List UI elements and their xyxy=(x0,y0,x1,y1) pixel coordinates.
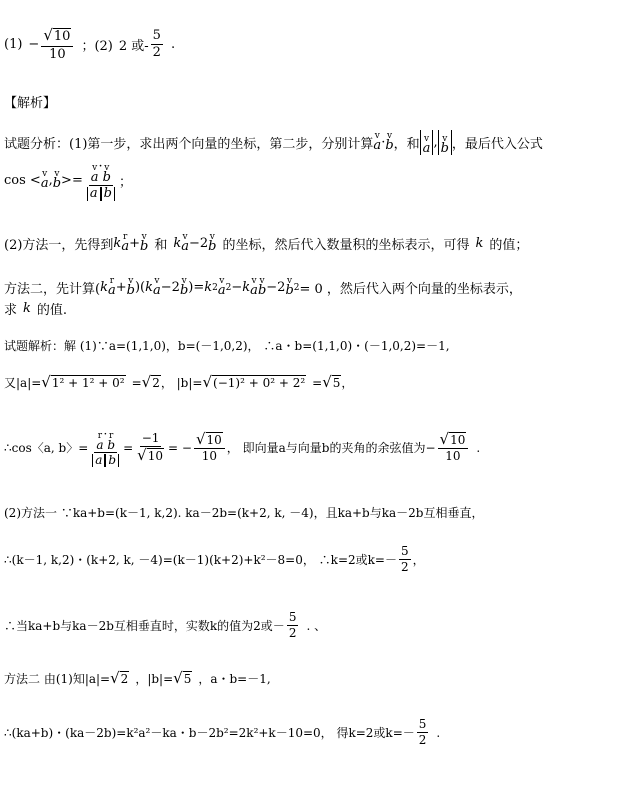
analysis-text-3d: = 0 ，然后代入两个向量的坐标表示， xyxy=(299,282,522,297)
sol3-eq: = − xyxy=(168,440,192,455)
sol2-b: = xyxy=(131,375,142,390)
answer-fraction-2 xyxy=(151,29,163,61)
sol2-e: = xyxy=(312,375,323,390)
analysis-text-2d: 的值； xyxy=(489,238,529,253)
sol3-frac-result: √ 10 10 xyxy=(194,432,225,464)
sol3-den3: 10 xyxy=(445,449,461,464)
sol5-num: 5 xyxy=(399,545,411,560)
analysis-line-2: (2)方法一，先得到 k r a + v b 和 k v a −2 v b 的坐标，然后代入数量积的坐标表示，可得 k 的值； xyxy=(4,232,529,255)
analysis-text-3b: )( xyxy=(134,280,146,295)
sol3-num: −1 xyxy=(140,432,162,447)
sol7-sqrt2: 2 xyxy=(120,671,129,686)
sol6-a: ∴当ka+b与ka－2b互相垂直时，实数k的值为2或－ xyxy=(4,619,285,634)
cos-mid: >= xyxy=(61,173,83,189)
sol5-b: ， xyxy=(412,553,425,568)
answer-line xyxy=(4,28,175,62)
answer-neg: − xyxy=(28,37,40,53)
sol7-sqrt5: 5 xyxy=(183,671,192,686)
norm-a: v a xyxy=(420,130,434,155)
analysis-line-3: 方法二，先计算( k r a + v b )( k v a −2 v b )= k 2 v a 2 − k v a v b −2 v b 2 = 0 ，然后代入两个向量的坐标表示， xyxy=(4,276,522,299)
sol3-frac-vectors: r a · r b a b xyxy=(90,428,121,467)
sol7-a: 方法二 由(1)知|a|= xyxy=(4,672,111,686)
sol3-c: . xyxy=(476,440,481,455)
sol8-frac xyxy=(417,718,429,747)
jiexi-heading: 【解析】 xyxy=(4,96,57,111)
sol8-den: 2 xyxy=(418,733,427,748)
sol8-a: ∴(ka+b)・(ka－2b)=k²a²－ka・b－2b²=2k²+k－10=0， 得k=2或k=－ xyxy=(4,726,415,741)
sol5-frac xyxy=(399,545,411,574)
answer-part1-label: (1) xyxy=(4,37,23,53)
answer-five: 5 xyxy=(151,29,163,45)
analysis-text-2c: 的坐标，然后代入数量积的坐标表示，可得 xyxy=(222,238,470,253)
solution-line-1: 试题解析：解 (1)∵a=(1,1,0)，b=(－1,0,2)， ∴a・b=(1,1,0)・(－1,0,2)=－1, xyxy=(4,339,450,353)
sol6-frac xyxy=(287,611,299,640)
sol5-a: ∴(k－1, k,2)・(k+2, k, －4)=(k－1)(k+2)+k²－8=0， ∴k=2或k=－ xyxy=(4,553,397,568)
answer-two: 2 xyxy=(152,45,161,61)
solution-line-2: 又|a|= √ 1² + 1² + 0² = √ 2 ， |b|= √ (−1)² + 0² + 2² = √ 5 ， xyxy=(4,372,354,391)
sol8-b: . xyxy=(436,725,441,740)
analysis-text-3a: 方法二，先计算( xyxy=(4,282,101,297)
vector-b: v b xyxy=(385,131,394,154)
answer-fraction-1: √ 10 10 xyxy=(41,28,73,62)
sol8-num: 5 xyxy=(417,718,429,733)
analysis-text-4: 求 xyxy=(4,303,18,318)
sol3-sq2: 10 xyxy=(450,432,466,447)
sol2-d: ， |b|= xyxy=(160,376,203,390)
solution-line-7: 方法二 由(1)知|a|= √ 2 ，|b|= √ 5 ，a・b=－1, xyxy=(4,668,271,687)
sol3-den2: 10 xyxy=(201,449,218,464)
sol3-sq: 10 xyxy=(206,432,222,447)
sol5-den: 2 xyxy=(400,560,409,575)
analysis-line-4: 求 k 的值. xyxy=(4,301,68,318)
analysis-text-2b: 和 xyxy=(154,238,168,253)
answer-period: . xyxy=(170,37,176,53)
sol6-num: 5 xyxy=(287,611,299,626)
sol2-sqrt2: 2 xyxy=(152,375,160,390)
sol3-den: 10 xyxy=(147,448,164,463)
analysis-text-1b: ，和 xyxy=(393,136,420,152)
answer-sqrt10: 10 xyxy=(53,29,71,44)
sol2-a: 又|a|= xyxy=(4,376,42,390)
vector-a: v a xyxy=(373,131,382,154)
analysis-text-1a: 试题分析：(1)第一步，求出两个向量的坐标，第二步，分别计算 xyxy=(4,136,374,152)
sol6-b: . 、 xyxy=(306,619,327,634)
solution-line-3: ∴cos〈a, b〉= r a · r b a b = −1 √ 10 = − √ 10 10 ， 即向量a与向量b的夹角的余弦值为− √ 10 10 . xyxy=(4,427,481,467)
sol3-b: ， 即向量a与向量b的夹角的余弦值为− xyxy=(226,441,436,456)
norm-b: v b xyxy=(438,130,452,155)
cos-fraction: v a · v b a b xyxy=(85,160,117,201)
answer-semicolon: ；(2) xyxy=(81,39,113,55)
answer-two-or: 2 或- xyxy=(118,39,149,55)
solution-line-8 xyxy=(4,718,440,747)
sol7-b: ，|b|= xyxy=(135,672,174,686)
analysis-line-1: 试题分析：(1)第一步，求出两个向量的坐标，第二步，分别计算 v a · v b ，和 v a , v b ，最后代入公式 xyxy=(4,131,543,157)
solution-line-6 xyxy=(4,611,326,640)
cos-semicolon: ； xyxy=(118,175,132,191)
cos-formula: cos < v a , v b >= v a · v b a b ； xyxy=(4,159,132,201)
analysis-text-2a: (2)方法一，先得到 xyxy=(4,238,114,253)
sol7-c: ，a・b=－1, xyxy=(198,672,271,686)
solution-line-4: (2)方法一 ∵ka+b=(k－1, k,2). ka－2b=(k+2, k, －4)，且ka+b与ka－2b互相垂直， xyxy=(4,506,484,520)
cos-prefix: cos < xyxy=(4,173,41,189)
sol2-g: ， xyxy=(341,376,354,390)
sol6-den: 2 xyxy=(288,626,297,641)
sol3-a: ∴cos〈a, b〉= xyxy=(4,441,89,456)
sol3-frac-result-2: √ 10 10 xyxy=(438,432,469,464)
analysis-text-1c: ，最后代入公式 xyxy=(451,136,543,152)
sol2-radicand-1: 1² + 1² + 0² xyxy=(51,375,125,390)
solution-line-5 xyxy=(4,545,425,574)
sol3-frac-values: −1 √ 10 xyxy=(137,430,164,464)
sol2-sqrt5: 5 xyxy=(332,375,341,390)
analysis-text-4b: 的值. xyxy=(36,303,68,318)
answer-den10: 10 xyxy=(49,46,66,62)
analysis-text-3c: )= xyxy=(188,280,205,295)
sol2-radicand-2: (−1)² + 0² + 2² xyxy=(213,375,306,390)
